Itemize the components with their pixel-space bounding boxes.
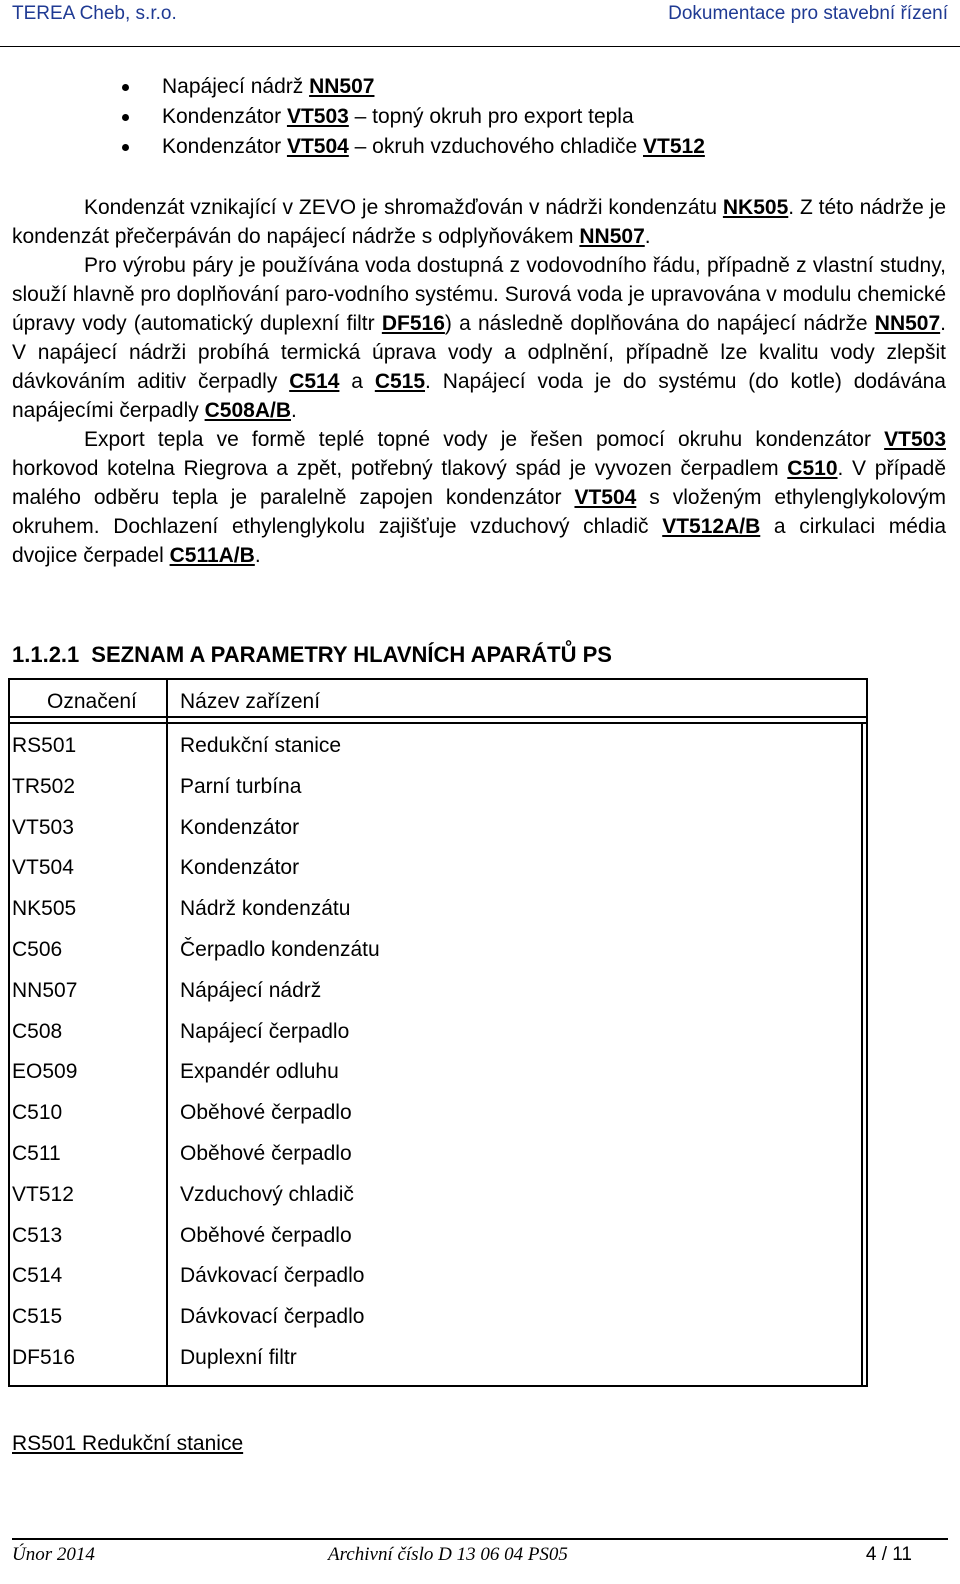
bullet-text: Kondenzátor bbox=[162, 135, 287, 158]
table-cell-code: NN507 bbox=[12, 979, 78, 1002]
footer-archive-number: Archivní číslo D 13 06 04 PS05 bbox=[328, 1544, 568, 1565]
table-cell-code: TR502 bbox=[12, 775, 76, 798]
table-cell-code: C511 bbox=[12, 1142, 61, 1165]
bullet-tail: – topný okruh pro export tepla bbox=[348, 105, 634, 128]
subheading: RS501 Redukční stanice bbox=[12, 1432, 244, 1455]
bullet-ref: NN507 bbox=[309, 75, 375, 98]
table-cell-name: Oběhové čerpadlo bbox=[180, 1142, 352, 1165]
table-cell-code: EO509 bbox=[12, 1060, 78, 1083]
table-cell-name: Nádrž kondenzátu bbox=[180, 897, 351, 920]
table-cell-name: Nápájecí nádrž bbox=[180, 979, 322, 1002]
ref-VT512AB: VT512A/B bbox=[662, 515, 761, 538]
equipment-bullet-list bbox=[0, 72, 705, 162]
table-cell-code: C515 bbox=[12, 1305, 63, 1328]
bullet-item bbox=[0, 132, 705, 162]
table-cell-name: Vzduchový chladič bbox=[180, 1183, 354, 1206]
table-cell-code: C506 bbox=[12, 938, 63, 961]
bullet-item bbox=[0, 102, 705, 132]
section-heading bbox=[12, 642, 612, 668]
table-cell-name: Oběhové čerpadlo bbox=[180, 1101, 352, 1124]
bullet-icon bbox=[122, 144, 129, 151]
table-cell-code: NK505 bbox=[12, 897, 77, 920]
bullet-text: Kondenzátor bbox=[162, 105, 287, 128]
ref-NN507: NN507 bbox=[579, 225, 645, 248]
table-cell-code: RS501 bbox=[12, 734, 77, 757]
table-cell-name: Duplexní filtr bbox=[180, 1346, 297, 1369]
column-header-code: Označení bbox=[47, 690, 137, 713]
table-cell-name: Dávkovací čerpadlo bbox=[180, 1264, 365, 1287]
footer-rule bbox=[12, 1538, 948, 1540]
ref-NK505: NK505 bbox=[722, 196, 789, 219]
table-cell-name: Kondenzátor bbox=[180, 856, 300, 879]
header-company: TEREA Cheb, s.r.o. bbox=[12, 3, 177, 24]
ref-NN507: NN507 bbox=[874, 312, 941, 335]
bullet-ref: VT504 bbox=[286, 135, 349, 158]
table-cell-code: VT512 bbox=[12, 1183, 74, 1206]
bullet-ref: VT512 bbox=[643, 135, 705, 158]
bullet-icon bbox=[122, 84, 129, 91]
table-cell-name: Parní turbína bbox=[180, 775, 302, 798]
header-document-type: Dokumentace pro stavební řízení bbox=[668, 3, 948, 24]
table-cell-name: Dávkovací čerpadlo bbox=[180, 1305, 365, 1328]
ref-C515: C515 bbox=[374, 370, 426, 393]
table-cell-code: VT503 bbox=[12, 816, 74, 839]
table-cell-code: C514 bbox=[12, 1264, 63, 1287]
table-cell-name: Čerpadlo kondenzátu bbox=[180, 938, 380, 961]
section-number: 1.1.2.1 bbox=[12, 642, 80, 667]
table-cell-code: DF516 bbox=[12, 1346, 76, 1369]
bullet-text: Napájecí nádrž bbox=[162, 75, 310, 98]
table-cell-code: C508 bbox=[12, 1020, 63, 1043]
table-cell-name: Kondenzátor bbox=[180, 816, 300, 839]
page-header bbox=[0, 0, 960, 47]
column-header-name: Název zařízení bbox=[180, 690, 321, 713]
footer-date: Únor 2014 bbox=[12, 1544, 95, 1565]
table-cell-name: Expandér odluhu bbox=[180, 1060, 339, 1083]
bullet-tail: – okruh vzduchového chladiče bbox=[348, 135, 643, 158]
ref-C510: C510 bbox=[787, 457, 838, 480]
table-cell-code: C510 bbox=[12, 1101, 63, 1124]
ref-VT504: VT504 bbox=[574, 486, 637, 509]
table-cell-name: Redukční stanice bbox=[180, 734, 342, 757]
bullet-item bbox=[0, 72, 705, 102]
paragraph-water: Pro výrobu páry je používána voda dostupná z vodovodního řádu, případně z vlastní studny, slouží hlavně pro doplňování paro-vodního systému. Surová voda je upravována v modulu chemické úpravy vody (automatický duplexní filtr DF516) a následně doplňována do napájecí nádrže NN507. V napájecí nádrži probíhá termická úprava vody a odplnění, případně lze kvalitu vody zlepšit dávkováním aditiv čerpadly C514 a C515. Napájecí voda je do systému (do kotle) dodávána napájecími čerpadly C508A/B. bbox=[12, 254, 946, 422]
ref-C511AB: C511A/B bbox=[169, 544, 255, 567]
ref-VT503: VT503 bbox=[884, 428, 946, 451]
footer-page-number: 4 / 11 bbox=[865, 1544, 912, 1565]
table-cell-name: Oběhové čerpadlo bbox=[180, 1224, 352, 1247]
ref-C508AB: C508A/B bbox=[204, 399, 291, 422]
ref-DF516: DF516 bbox=[381, 312, 445, 335]
bullet-icon bbox=[122, 114, 129, 121]
paragraph-heat-export: Export tepla ve formě teplé topné vody je řešen pomocí okruhu kondenzátor VT503 horkovod kotelna Riegrova a zpět, potřebný tlakový spád je vyvozen čerpadlem C510. V případě malého odběru tepla je paralelně zapojen kondenzátor VT504 s vloženým ethylenglykolovým okruhem. Dochlazení ethylenglykolu zajišťuje vzduchový chladič VT512A/B a cirkulaci média dvojice čerpadel C511A/B. bbox=[12, 428, 947, 567]
bullet-ref: VT503 bbox=[286, 105, 349, 128]
table-cell-name: Napájecí čerpadlo bbox=[180, 1020, 350, 1043]
ref-C514: C514 bbox=[289, 370, 340, 393]
section-title: SEZNAM A PARAMETRY HLAVNÍCH APARÁTŮ PS bbox=[91, 642, 612, 667]
body-text bbox=[12, 193, 946, 570]
paragraph-condensate: Kondenzát vznikající v ZEVO je shromažďován v nádrži kondenzátu NK505. Z této nádrže je kondenzát přečerpáván do napájecí nádrže s odplyňovákem NN507. bbox=[12, 196, 946, 248]
table-cell-code: VT504 bbox=[12, 856, 74, 879]
table-cell-code: C513 bbox=[12, 1224, 63, 1247]
